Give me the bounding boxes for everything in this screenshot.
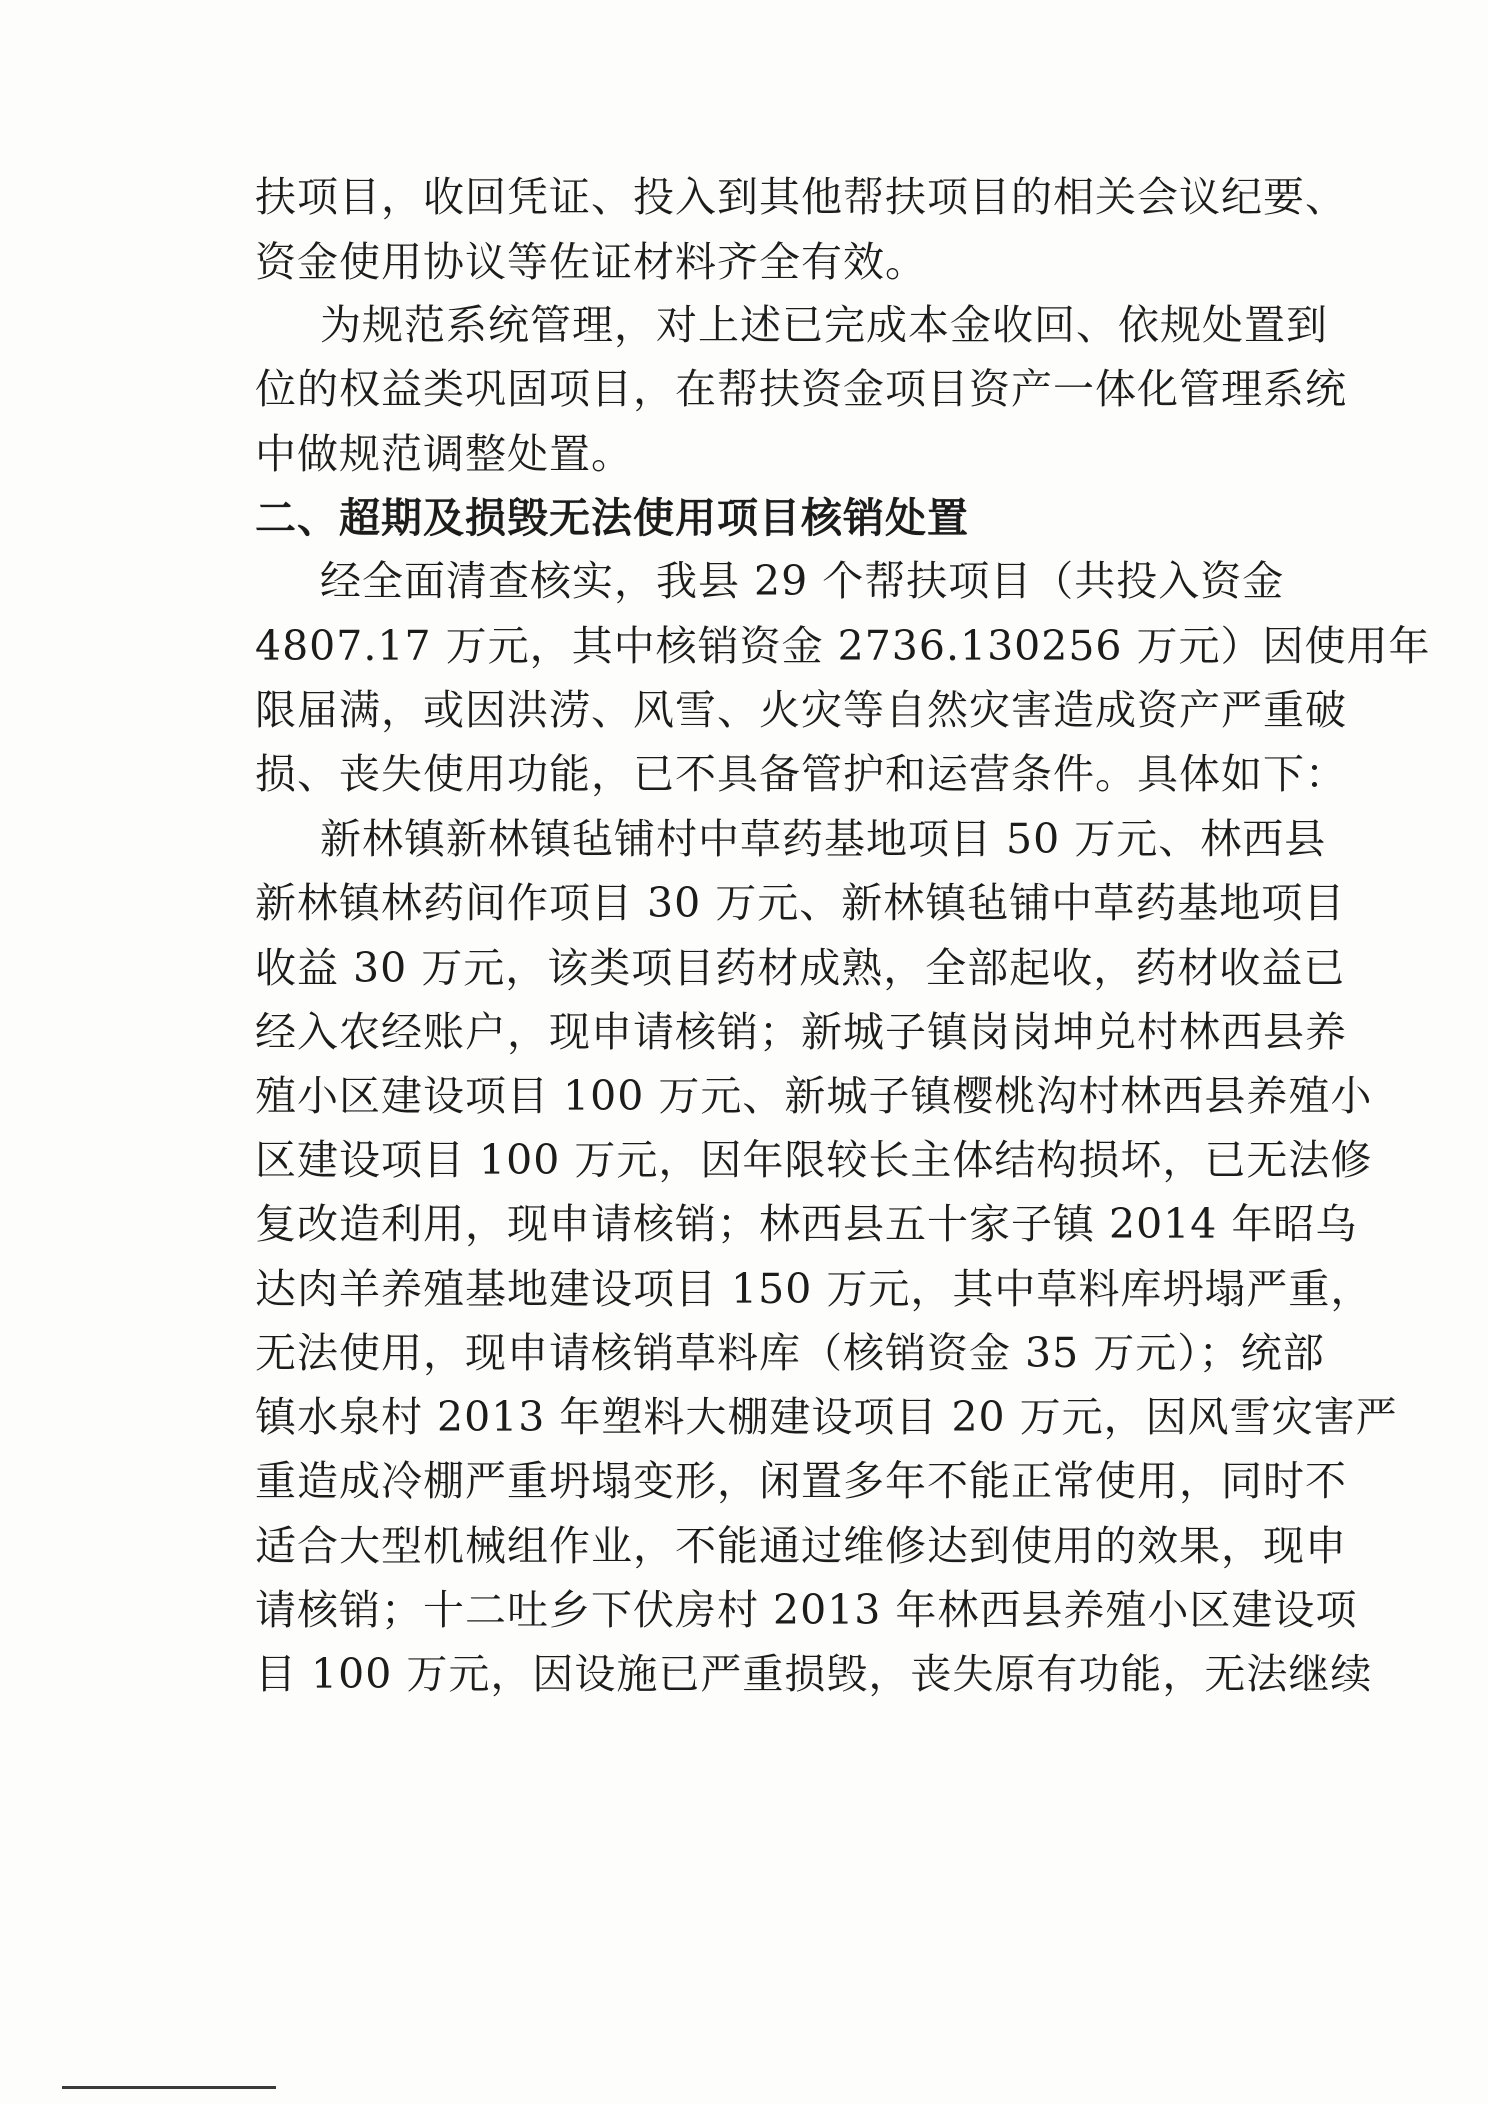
footer-divider (62, 2086, 276, 2089)
paragraph-line: 收益 30 万元，该类项目药材成熟，全部起收，药材收益已 (255, 944, 1346, 992)
paragraph-line: 经全面清查核实，我县 29 个帮扶项目（共投入资金 (320, 557, 1285, 605)
paragraph-line: 为规范系统管理，对上述已完成本金收回、依规处置到 (320, 301, 1328, 349)
paragraph-line: 适合大型机械组作业，不能通过维修达到使用的效果，现申 (255, 1522, 1347, 1570)
section-heading: 二、超期及损毁无法使用项目核销处置 (255, 494, 969, 542)
paragraph-line: 经入农经账户，现申请核销；新城子镇岗岗坤兑村林西县养 (255, 1008, 1347, 1056)
paragraph-line: 中做规范调整处置。 (255, 430, 633, 478)
paragraph-line: 达肉羊养殖基地建设项目 150 万元，其中草料库坍塌严重， (255, 1265, 1373, 1313)
paragraph-line: 新林镇新林镇毡铺村中草药基地项目 50 万元、林西县 (320, 815, 1327, 863)
paragraph-line: 殖小区建设项目 100 万元、新城子镇樱桃沟村林西县养殖小 (255, 1072, 1373, 1120)
paragraph-line: 重造成冷棚严重坍塌变形，闲置多年不能正常使用，同时不 (255, 1457, 1347, 1505)
paragraph-line: 位的权益类巩固项目，在帮扶资金项目资产一体化管理系统 (255, 365, 1347, 413)
paragraph-line: 资金使用协议等佐证材料齐全有效。 (255, 238, 927, 286)
paragraph-line: 损、丧失使用功能，已不具备管护和运营条件。具体如下： (255, 750, 1347, 798)
paragraph-line: 新林镇林药间作项目 30 万元、新林镇毡铺中草药基地项目 (255, 879, 1346, 927)
paragraph-line: 目 100 万元，因设施已严重损毁，丧失原有功能，无法继续 (255, 1650, 1373, 1698)
paragraph-line: 区建设项目 100 万元，因年限较长主体结构损坏，已无法修 (255, 1136, 1373, 1184)
paragraph-line: 4807.17 万元，其中核销资金 2736.130256 万元）因使用年 (255, 622, 1431, 670)
paragraph-line: 限届满，或因洪涝、风雪、火灾等自然灾害造成资产严重破 (255, 686, 1347, 734)
paragraph-line: 无法使用，现申请核销草料库（核销资金 35 万元）；统部 (255, 1329, 1325, 1377)
paragraph-line: 复改造利用，现申请核销；林西县五十家子镇 2014 年昭乌 (255, 1200, 1358, 1248)
paragraph-line: 请核销；十二吐乡下伏房村 2013 年林西县养殖小区建设项 (255, 1586, 1358, 1634)
paragraph-line: 扶项目，收回凭证、投入到其他帮扶项目的相关会议纪要、 (255, 173, 1347, 221)
paragraph-line: 镇水泉村 2013 年塑料大棚建设项目 20 万元，因风雪灾害严 (255, 1393, 1398, 1441)
